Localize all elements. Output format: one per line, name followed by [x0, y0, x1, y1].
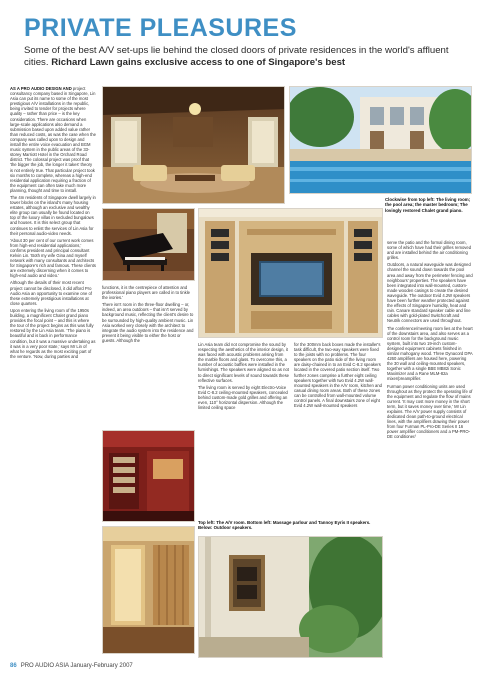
av-room-photo	[102, 430, 195, 522]
paragraph: The conference/meeting room lies at the heart of the downstairs area, and also serves as a control room for the background music system, built into two 19-inch custom-designed equipment cabinets finished in similar mahogany wood. Three Dynacord DPA 4260 amplifiers are housed here, powering the 30 wall and ceiling-mounted speakers, together with a single BBE MB82i Sonic Maximizer and a Rane MLM-82a mixer/preamplifier.	[387, 325, 473, 382]
paragraph: The living room is served by eight Electro-Voice Evid C-8.2 ceiling-mounted speakers, concealed behind custom-made gold grilles and offering an even, 110° horizontal dispersion. Although the limited ceiling space	[198, 384, 288, 411]
paragraph: Although the details of their most recent project cannot be disclosed, it did afford Pro Audio Asia an opportunity to examine one of these extremely prestigious installations at close quarters.	[10, 280, 92, 306]
text-column-4	[294, 342, 383, 512]
text-column-3	[198, 342, 290, 517]
page-footer	[10, 662, 133, 672]
text-column-5	[387, 240, 473, 660]
massage-parlour-photo	[102, 526, 195, 654]
paragraph: There isn't room in the three-floor dwelling – or, indeed, an area outdoors – that isn't served by background music, reflecting the client's desire to be surrounded by high-quality ambient music. Lin Asia worked very closely with the architect to integrate the audio system into the residence and prevent it being visible to either the host or guests. Although the	[102, 302, 194, 343]
paragraph: 'About 30 per cent of our current work comes from high-end residential applications,' confirms president and principal consultant Kelvin Lin. 'Both my wife Gina and myself network with many consultants and architects for Singapore's rich and famous. These clients are extremely discerning when it comes to high-end audio and video.'	[10, 237, 96, 279]
article-title: PRIVATE PLEASURES	[24, 14, 297, 42]
photo-caption-bottom: Top left: The A/V room. Bottom left: Massage parlour and Tannoy Eyris II speakers. Below: Outdoor speakers.	[198, 520, 371, 531]
outdoor-speakers-photo	[198, 536, 383, 658]
paragraph: Lin Asia team did not compromise the sound by respecting the aesthetics of the interior design, it was faced with acoustic problems arising from the marble floors and glass. To overcome this, a number of acoustic baffles were installed in the furnishings. The speakers were aligned so as not to direct significant levels of sound towards these reflective surfaces.	[198, 342, 290, 383]
text-column-2	[102, 285, 195, 425]
section-lead-in: AS A PRO AUDIO DESIGN AND	[10, 86, 72, 91]
text-column-1	[10, 86, 96, 660]
article-lede	[24, 45, 464, 69]
lede-text: Some of the best A/V set-ups lie behind the closed doors of private residences in the world's affluent cities.	[24, 45, 449, 68]
paragraph: Outdoors, a natural waveguide was designed channel the sound down towards the pool area and away from the perimeter fencing and neighbours' properties. The speakers have been integrated into wall-mounted, custom-made wooden casings to create the desired waveguide. The outdoor Evid 4.2W speakers have been further weather protected against the effects of Singapore humidity, heat and rain. Canare standard speaker cable and line cables with gold-plated Switchcraft and Neutrik connectors are used throughout.	[387, 262, 473, 324]
paragraph: The 4m residents of Singapore dwell largely in tower blocks on the island's many housing estates, although an exclusive and wealthy elite group can usually be found located on top of the luxury villas in secluded bungalows and houses. It is this select group that continues to enlist the services of Lin Asia for their personal audio-video needs.	[10, 194, 96, 236]
paragraph: functions, it is the centrepiece of attention and professional piano players are called in to tinkle the ivories.'	[102, 285, 190, 301]
page-number: 86	[10, 663, 17, 669]
paragraph: Furman power conditioning units are used throughout as they protect the operating life of the equipment and regulate the flow of mains current. 'It may cost more money in the short term, but it saves money over time,' Mr Lin explains. The A/V power supply consists of dedicated clean path-to-ground electrical lines, with the amplifiers drawing their power from four Furman PL-Pro-DE Series II 16 power amplifier conditioners and a PM-PRO-DE conditioner/	[387, 383, 473, 440]
publication-line: PRO AUDIO ASIA January-February 2007	[20, 663, 133, 669]
lede-byline: Richard Lawn gains exclusive access to one of Singapore's best	[51, 57, 346, 68]
master-bedroom-photo	[198, 208, 383, 338]
pool-area-photo	[289, 86, 472, 194]
paragraph: project consultancy company based in Singapore, Lin Asia can put its name to some of the most prestigious A/V installations in the republic, being invited to tender for projects where quality – rather than price – is the key consideration. There are occasions when large-scale applications also demand a submission based upon added value rather than reduced costs, as was the case when the company was called upon to design and install the entire voice evacuation and BGM music system in the public areas of the 33-storey Marriott Hotel in the Orchard Road district. The colossal project was proof that 'the bigger the job, the longer it takes' theory is not entirely true. That particular project took six months to complete, whereas a high-end residential application requiring a fraction of the equipment can often take much more planning, thought and time to install.	[10, 86, 96, 193]
paragraph: serve the patio and the formal dining room, some of which have had their grilles removed and are installed behind the air conditioning grilles.	[387, 240, 472, 261]
paragraph: Upon entering the living room of the 1950s building, a magnificent Chalet grand piano provides the focal point – and this is where the tour of the project begins as this was fully restored by the Lin Asia team. 'The piano is beautiful and is back in performance condition, but it was a massive undertaking as it was in a very poor state,' says Mr Lin of what he regards as the most exciting part of the venture. 'Now, during parties and	[10, 307, 96, 359]
piano-photo	[102, 208, 195, 281]
photo-caption-top: Clockwise from top left: The living room; the pool area; the master bedroom; The lovingly restored Chalet grand piano.	[385, 197, 471, 213]
paragraph: for the 300mm back boxes made the installer's task difficult, the two-way speakers were fixed to the joists with no problems. The four speakers on the patio side of the living room are daisy-chained in to an Evid C-8.2 speakers located in the covered patio section itself. Two further zones comprise a further eight ceiling speakers together with two Evid 4.2W wall-mounted speakers in the A/V room, kitchen and casual dining room areas. Both of these zones can be controlled from wall-mounted volume control panels. A final downstairs zone of eight Evid 4.2W wall-mounted speakers	[294, 342, 382, 409]
living-room-photo	[102, 86, 285, 204]
